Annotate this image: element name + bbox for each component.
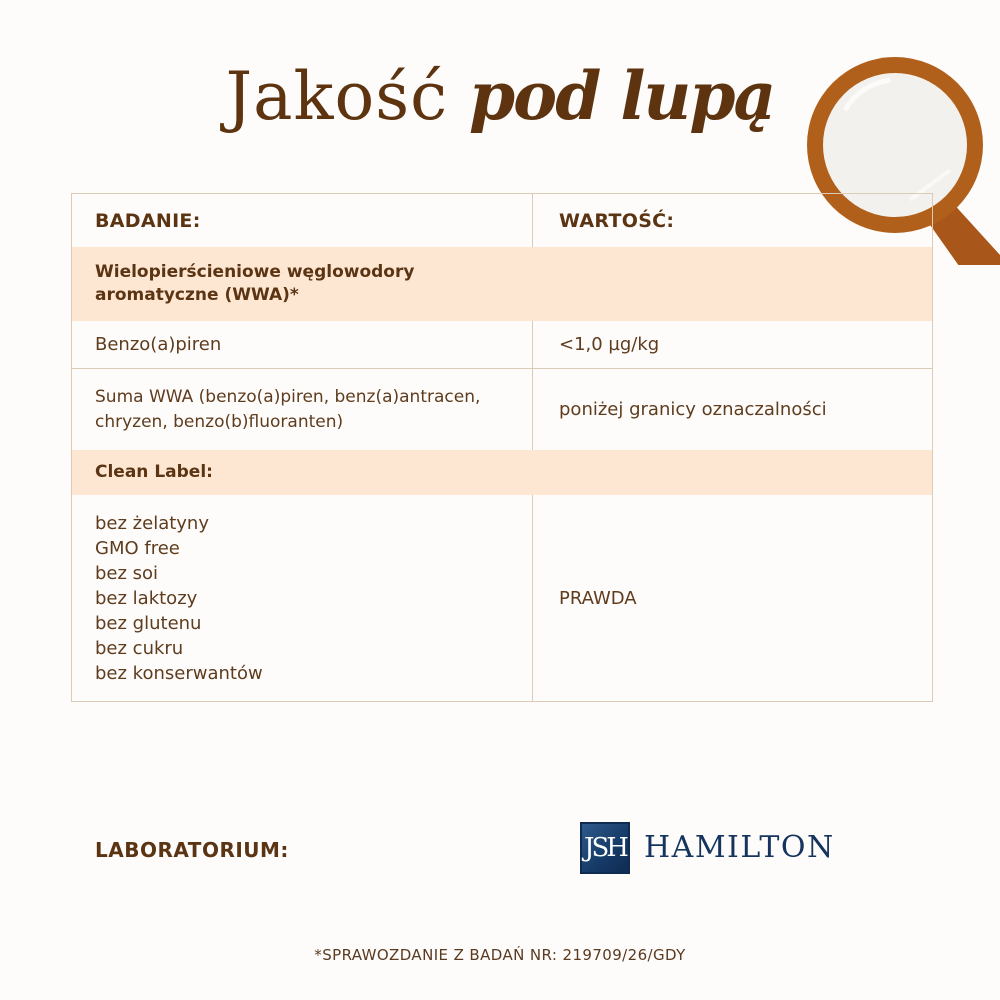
- table-row: [72, 321, 932, 368]
- header-test: BADANIE:: [95, 209, 201, 232]
- clean-label-value: PRAWDA: [559, 587, 637, 609]
- row-test: Benzo(a)piren: [95, 334, 222, 355]
- list-item: bez konserwantów: [95, 662, 263, 684]
- list-item: bez cukru: [95, 637, 184, 659]
- list-item: GMO free: [95, 537, 180, 559]
- section-wwa: [72, 247, 932, 321]
- section-wwa-label: Wielopierścieniowe węglowodory aromatyczne (WWA)*: [95, 262, 415, 305]
- row-value: poniżej granicy oznaczalności: [559, 399, 827, 420]
- results-table: [71, 193, 933, 702]
- table-row: [72, 368, 932, 450]
- row-value: <1,0 µg/kg: [559, 334, 660, 355]
- footnote: *SPRAWOZDANIE Z BADAŃ NR: 219709/26/GDY: [314, 946, 686, 964]
- section-clean-label-title: Clean Label:: [95, 462, 213, 482]
- hamilton-logo: [580, 822, 850, 876]
- row-test: Suma WWA (benzo(a)piren, benz(a)antracen, chryzen, benzo(b)fluoranten): [95, 386, 481, 432]
- logo-mark: JSH: [580, 822, 630, 874]
- header-value: WARTOŚĆ:: [559, 209, 675, 232]
- logo-text: HAMILTON: [644, 830, 835, 865]
- clean-label-list: [95, 511, 263, 686]
- section-clean-label: [72, 450, 932, 495]
- table-header-row: [72, 194, 932, 247]
- title-light: Jakość: [225, 58, 449, 135]
- list-item: bez laktozy: [95, 587, 198, 609]
- table-row: [72, 495, 932, 701]
- list-item: bez soi: [95, 562, 159, 584]
- title-bold: pod lupą: [469, 57, 775, 135]
- laboratory-label: LABORATORIUM:: [95, 838, 289, 862]
- list-item: bez glutenu: [95, 612, 202, 634]
- list-item: bez żelatyny: [95, 512, 209, 534]
